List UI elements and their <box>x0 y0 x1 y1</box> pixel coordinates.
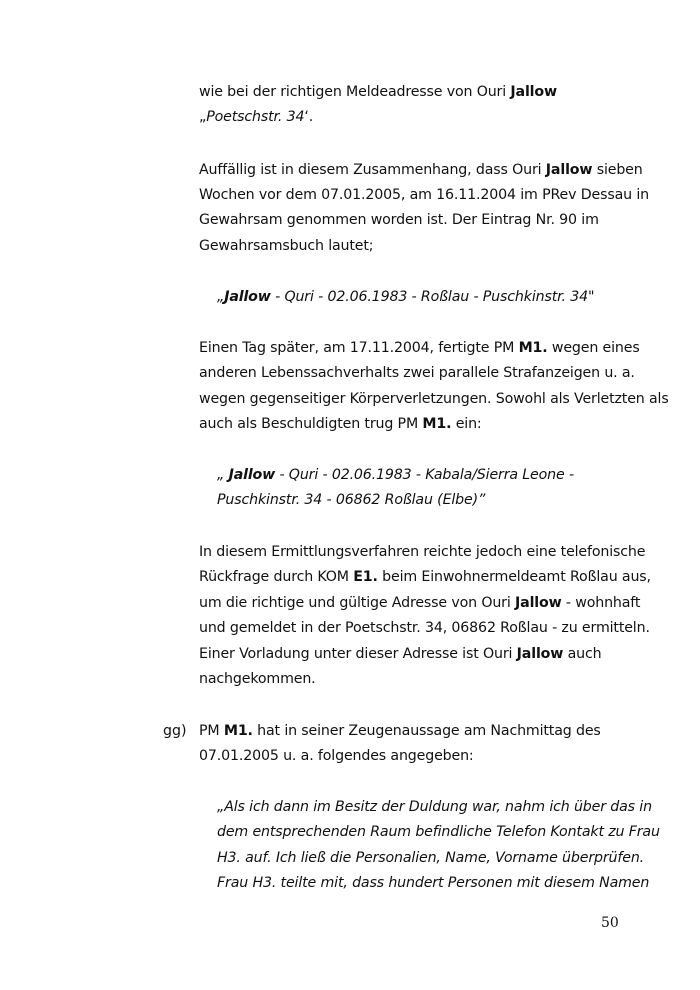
p3-line4: auch als Beschuldigten trug PM M1. ein: <box>199 416 482 432</box>
p4-line4: und gemeldet in der Poetschstr. 34, 06862 Roßlau - zu ermitteln. <box>199 620 650 636</box>
quote1-line: „Jallow - Quri - 02.06.1983 - Roßlau - Puschkinstr. 34" <box>217 289 595 305</box>
p2-line1: Auffällig ist in diesem Zusammenhang, dass Ouri Jallow sieben <box>199 162 643 178</box>
p1-line1: wie bei der richtigen Meldeadresse von Ouri Jallow <box>199 84 557 100</box>
p1-line2: „Poetschstr. 34‘. <box>199 109 314 125</box>
p3-line3: wegen gegenseitiger Körperverletzungen. Sowohl als Verletzten als <box>199 391 669 407</box>
p2-line2: Wochen vor dem 07.01.2005, am 16.11.2004 im PRev Dessau in <box>199 187 649 203</box>
page-number: 50 <box>601 915 619 931</box>
p4-line6: nachgekommen. <box>199 671 316 687</box>
p4-line3: um die richtige und gültige Adresse von Ouri Jallow - wohnhaft <box>199 595 641 611</box>
p4-line2: Rückfrage durch KOM E1. beim Einwohnermeldeamt Roßlau aus, <box>199 569 651 585</box>
p3-line2: anderen Lebenssachverhalts zwei parallele Strafanzeigen u. a. <box>199 365 635 381</box>
list-label-gg: gg) <box>163 723 187 739</box>
p4-line1: In diesem Ermittlungsverfahren reichte jedoch eine telefonische <box>199 544 646 560</box>
quote3-line4: Frau H3. teilte mit, dass hundert Personen mit diesem Namen <box>217 875 650 891</box>
p2-line3: Gewahrsam genommen worden ist. Der Eintrag Nr. 90 im <box>199 212 599 228</box>
quote2-line2: Puschkinstr. 34 - 06862 Roßlau (Elbe)” <box>217 492 486 508</box>
gg-line1: PM M1. hat in seiner Zeugenaussage am Nachmittag des <box>199 723 601 739</box>
quote3-line2: dem entsprechenden Raum befindliche Telefon Kontakt zu Frau <box>217 824 660 840</box>
gg-line2: 07.01.2005 u. a. folgendes angegeben: <box>199 748 474 764</box>
p4-line5: Einer Vorladung unter dieser Adresse ist Ouri Jallow auch <box>199 646 602 662</box>
quote2-line1: „ Jallow - Quri - 02.06.1983 - Kabala/Sierra Leone - <box>217 467 574 483</box>
quote3-line1: „Als ich dann im Besitz der Duldung war, nahm ich über das in <box>217 799 652 815</box>
p2-line4: Gewahrsamsbuch lautet; <box>199 238 374 254</box>
p3-line1: Einen Tag später, am 17.11.2004, fertigte PM M1. wegen eines <box>199 340 640 356</box>
quote3-line3: H3. auf. Ich ließ die Personalien, Name, Vorname überprüfen. <box>217 850 645 866</box>
